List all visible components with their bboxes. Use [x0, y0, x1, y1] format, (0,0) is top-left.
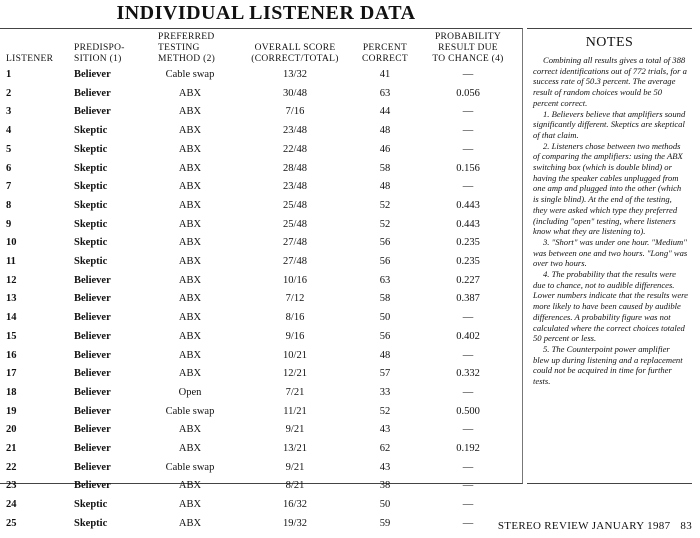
cell-listener: 4: [6, 125, 12, 137]
cell-predisposition: Skeptic: [74, 162, 108, 174]
cell-method: ABX: [178, 424, 202, 436]
cell-score: 8/16: [285, 312, 305, 324]
cell-listener: 17: [6, 368, 17, 380]
cell-predisposition: Skeptic: [74, 237, 108, 249]
cell-listener: 20: [6, 424, 17, 436]
cell-percent: 56: [379, 256, 391, 267]
cell-percent: 33: [379, 386, 391, 398]
cell-probability: —: [462, 517, 474, 529]
cell-percent: 48: [379, 125, 391, 137]
cell-listener: 23: [6, 480, 17, 492]
header-method: [158, 32, 215, 65]
cell-probability: —: [462, 386, 474, 398]
cell-predisposition: Believer: [74, 106, 111, 118]
cell-probability: 0.387: [456, 293, 480, 305]
cell-method: ABX: [178, 443, 202, 454]
cell-percent: 63: [379, 87, 391, 99]
cell-percent: 63: [379, 274, 391, 286]
table-row: [0, 177, 522, 196]
cell-listener: 10: [6, 237, 17, 249]
cell-score: 11/21: [283, 405, 307, 417]
header-method-line1: PREFERRED: [158, 32, 215, 42]
note-item: 2. Listeners chose between two methods of comparing the amplifiers: using the ABX switching box (which is double blind) or having the speaker cables unplugged from one amp and plugged into the other (which is single blind). At the end of the testing, they were asked which type they preferred (including "open" testing, where listeners know what they are listening to).: [533, 140, 683, 237]
cell-score: 23/48: [283, 181, 307, 193]
cell-predisposition: Believer: [74, 368, 111, 380]
cell-predisposition: Believer: [74, 480, 111, 492]
cell-predisposition: Skeptic: [74, 517, 108, 529]
header-score-line2: (CORRECT/TOTAL): [251, 54, 339, 64]
header-percent-line2: CORRECT: [362, 54, 408, 64]
table-row: [0, 84, 522, 103]
cell-listener: 2: [6, 87, 12, 99]
table-row: [0, 308, 522, 327]
cell-score: 25/48: [283, 199, 307, 211]
table-row: [0, 271, 522, 290]
cell-method: ABX: [178, 181, 202, 193]
table-row: [0, 476, 522, 495]
table-row: [0, 514, 522, 533]
cell-method: ABX: [178, 237, 202, 249]
page-number: 83: [680, 520, 692, 532]
cell-listener: 24: [6, 499, 17, 511]
header-predisposition-line1: PREDISPO-: [74, 43, 125, 53]
cell-predisposition: Believer: [74, 461, 111, 473]
notes-panel: [527, 28, 692, 484]
cell-probability: 0.443: [456, 218, 480, 230]
cell-probability: 0.156: [456, 162, 480, 174]
cell-predisposition: Skeptic: [74, 199, 108, 211]
cell-predisposition: Believer: [74, 424, 111, 436]
table-row: [0, 252, 522, 271]
page-title: INDIVIDUAL LISTENER DATA: [116, 2, 416, 24]
table-row: [0, 383, 522, 402]
table-row: [0, 65, 522, 84]
table-row: [0, 327, 522, 346]
header-probability: [425, 32, 511, 65]
cell-method: ABX: [178, 293, 202, 305]
note-item: 5. The Counterpoint power amplifier blew up during listening and a replacement could not be acquired in time for further tests.: [533, 343, 683, 387]
header-predisposition: [74, 43, 125, 65]
cell-probability: —: [462, 424, 474, 436]
header-percent-line1: PERCENT: [362, 43, 408, 53]
table-row: [0, 233, 522, 252]
cell-method: ABX: [178, 330, 202, 342]
cell-listener: 3: [6, 106, 12, 118]
cell-score: 9/21: [285, 424, 305, 436]
cell-score: 7/12: [285, 293, 305, 305]
publication-name: STEREO REVIEW JANUARY 1987: [497, 520, 671, 532]
notes-body: [533, 55, 688, 387]
cell-score: 22/48: [283, 143, 307, 155]
cell-probability: —: [462, 69, 474, 80]
cell-probability: —: [462, 499, 474, 511]
cell-method: ABX: [178, 87, 202, 99]
table-row: [0, 159, 522, 178]
cell-score: 8/21: [285, 480, 305, 492]
cell-listener: 12: [6, 274, 17, 286]
table-row: [0, 439, 522, 458]
cell-percent: 43: [379, 424, 391, 436]
cell-method: ABX: [178, 199, 202, 211]
cell-percent: 48: [379, 349, 391, 361]
cell-predisposition: Skeptic: [74, 218, 108, 230]
cell-percent: 56: [379, 330, 391, 342]
header-percent: [355, 43, 415, 65]
cell-listener: 6: [6, 162, 12, 174]
notes-title: NOTES: [585, 35, 634, 50]
cell-predisposition: Believer: [74, 443, 111, 454]
cell-predisposition: Skeptic: [74, 256, 108, 267]
cell-method: ABX: [178, 256, 202, 267]
cell-predisposition: Skeptic: [74, 143, 108, 155]
header-listener: [6, 54, 53, 65]
cell-score: 28/48: [283, 162, 307, 174]
table-row: [0, 402, 522, 421]
cell-predisposition: Skeptic: [74, 125, 108, 137]
cell-listener: 21: [6, 443, 17, 454]
cell-percent: 56: [379, 237, 391, 249]
table-row: [0, 420, 522, 439]
cell-method: ABX: [178, 162, 202, 174]
header-listener-label: LISTENER: [6, 54, 54, 64]
cell-method: ABX: [178, 499, 202, 511]
note-item: 3. "Short" was under one hour. "Medium" was between one and two hours. "Long" was over two hours.: [533, 236, 688, 269]
cell-predisposition: Believer: [74, 349, 111, 361]
cell-percent: 52: [379, 218, 391, 230]
cell-listener: 9: [6, 218, 12, 230]
cell-probability: 0.402: [456, 330, 480, 342]
cell-listener: 15: [6, 330, 17, 342]
page-footer: [498, 520, 692, 532]
cell-probability: 0.192: [456, 443, 480, 454]
cell-predisposition: Believer: [74, 312, 111, 324]
header-probability-line1: PROBABILITY: [434, 32, 502, 42]
cell-percent: 38: [379, 480, 391, 492]
cell-probability: 0.227: [456, 274, 480, 286]
header-score: [240, 43, 350, 65]
cell-predisposition: Believer: [74, 330, 111, 342]
cell-percent: 58: [379, 162, 391, 174]
cell-probability: 0.235: [456, 256, 480, 267]
table-row: [0, 364, 522, 383]
cell-score: 10/21: [283, 349, 307, 361]
cell-score: 25/48: [283, 218, 307, 230]
cell-score: 7/21: [285, 386, 305, 398]
cell-score: 9/16: [285, 330, 305, 342]
cell-predisposition: Believer: [74, 87, 111, 99]
table-row: [0, 215, 522, 234]
cell-listener: 8: [6, 199, 12, 211]
cell-percent: 44: [379, 106, 391, 118]
cell-percent: 43: [379, 461, 391, 473]
header-method-line2: TESTING: [158, 43, 200, 53]
cell-method: ABX: [178, 368, 202, 380]
cell-percent: 57: [379, 368, 391, 380]
cell-probability: 0.332: [456, 368, 480, 380]
notes-intro: Combining all results gives a total of 388 correct identifications out of 772 trials, for a success rate of 50.3 percent. The average result of random choices would be 50 percent correct.: [533, 55, 687, 108]
cell-probability: —: [462, 181, 474, 193]
header-method-line3: METHOD (2): [158, 54, 216, 64]
cell-percent: 41: [379, 69, 391, 80]
cell-listener: 14: [6, 312, 17, 324]
table-row: [0, 102, 522, 121]
cell-probability: —: [462, 480, 474, 492]
cell-score: 23/48: [283, 125, 307, 137]
cell-percent: 52: [379, 405, 391, 417]
cell-method: ABX: [178, 480, 202, 492]
cell-method: ABX: [178, 312, 202, 324]
cell-method: ABX: [178, 349, 202, 361]
cell-probability: 0.056: [456, 87, 480, 99]
cell-probability: 0.500: [456, 405, 480, 417]
cell-listener: 13: [6, 293, 17, 305]
cell-percent: 59: [379, 517, 391, 529]
cell-score: 19/32: [283, 517, 307, 529]
cell-predisposition: Skeptic: [74, 181, 108, 193]
cell-score: 13/32: [283, 69, 307, 80]
cell-listener: 5: [6, 143, 12, 155]
cell-predisposition: Skeptic: [74, 499, 108, 511]
cell-probability: 0.235: [456, 237, 480, 249]
cell-percent: 50: [379, 312, 391, 324]
cell-method: ABX: [178, 143, 202, 155]
table-row: [0, 140, 522, 159]
cell-score: 9/21: [285, 461, 305, 473]
cell-predisposition: Believer: [74, 405, 111, 417]
cell-score: 27/48: [283, 237, 307, 249]
cell-method: Cable swap: [165, 405, 215, 417]
table-row: [0, 346, 522, 365]
cell-method: Cable swap: [165, 69, 215, 80]
cell-listener: 18: [6, 386, 17, 398]
header-score-line1: OVERALL SCORE: [254, 43, 336, 53]
cell-predisposition: Believer: [74, 69, 111, 80]
cell-probability: —: [462, 461, 474, 473]
cell-listener: 1: [6, 69, 12, 80]
cell-score: 7/16: [285, 106, 305, 118]
header-predisposition-line2: SITION (1): [74, 54, 122, 64]
cell-method: ABX: [178, 106, 202, 118]
cell-predisposition: Believer: [74, 274, 111, 286]
cell-score: 12/21: [283, 368, 307, 380]
table-row: [0, 196, 522, 215]
listener-data-table: [0, 28, 523, 529]
cell-method: ABX: [178, 274, 202, 286]
cell-percent: 62: [379, 443, 391, 454]
cell-probability: 0.443: [456, 199, 480, 211]
cell-score: 13/21: [283, 443, 307, 454]
note-item: 1. Believers believe that amplifiers sound significantly different. Skeptics are skeptical of that claim.: [533, 108, 686, 140]
table-row: [0, 495, 522, 514]
cell-probability: —: [462, 312, 474, 324]
table-row: [0, 458, 522, 477]
table-row: [0, 289, 522, 308]
cell-predisposition: Believer: [74, 386, 111, 398]
cell-score: 16/32: [283, 499, 307, 511]
cell-method: Open: [178, 386, 202, 398]
cell-probability: —: [462, 349, 474, 361]
cell-listener: 19: [6, 405, 17, 417]
cell-method: ABX: [178, 517, 202, 529]
cell-listener: 25: [6, 517, 17, 529]
cell-method: ABX: [178, 125, 202, 137]
cell-percent: 46: [379, 143, 391, 155]
cell-method: Cable swap: [165, 461, 215, 473]
cell-method: ABX: [178, 218, 202, 230]
cell-percent: 58: [379, 293, 391, 305]
cell-probability: —: [462, 143, 474, 155]
cell-percent: 48: [379, 181, 391, 193]
cell-score: 27/48: [283, 256, 307, 267]
header-probability-line3: TO CHANCE (4): [432, 54, 504, 64]
cell-score: 30/48: [283, 87, 307, 99]
cell-score: 10/16: [283, 274, 307, 286]
cell-listener: 16: [6, 349, 17, 361]
table-row: [0, 121, 522, 140]
cell-predisposition: Believer: [74, 293, 111, 305]
cell-listener: 11: [6, 256, 16, 267]
cell-listener: 22: [6, 461, 17, 473]
cell-percent: 52: [379, 199, 391, 211]
cell-probability: —: [462, 106, 474, 118]
note-item: 4. The probability that the results were due to chance, not to audible differences. Lower numbers indicate that the results were more likely to have been caused by audible differences. A probability figure was not calculated where the correct choices totaled 50 percent or less.: [533, 269, 688, 344]
cell-listener: 7: [6, 181, 12, 193]
cell-probability: —: [462, 125, 474, 137]
header-probability-line2: RESULT DUE: [438, 43, 498, 53]
cell-percent: 50: [379, 499, 391, 511]
